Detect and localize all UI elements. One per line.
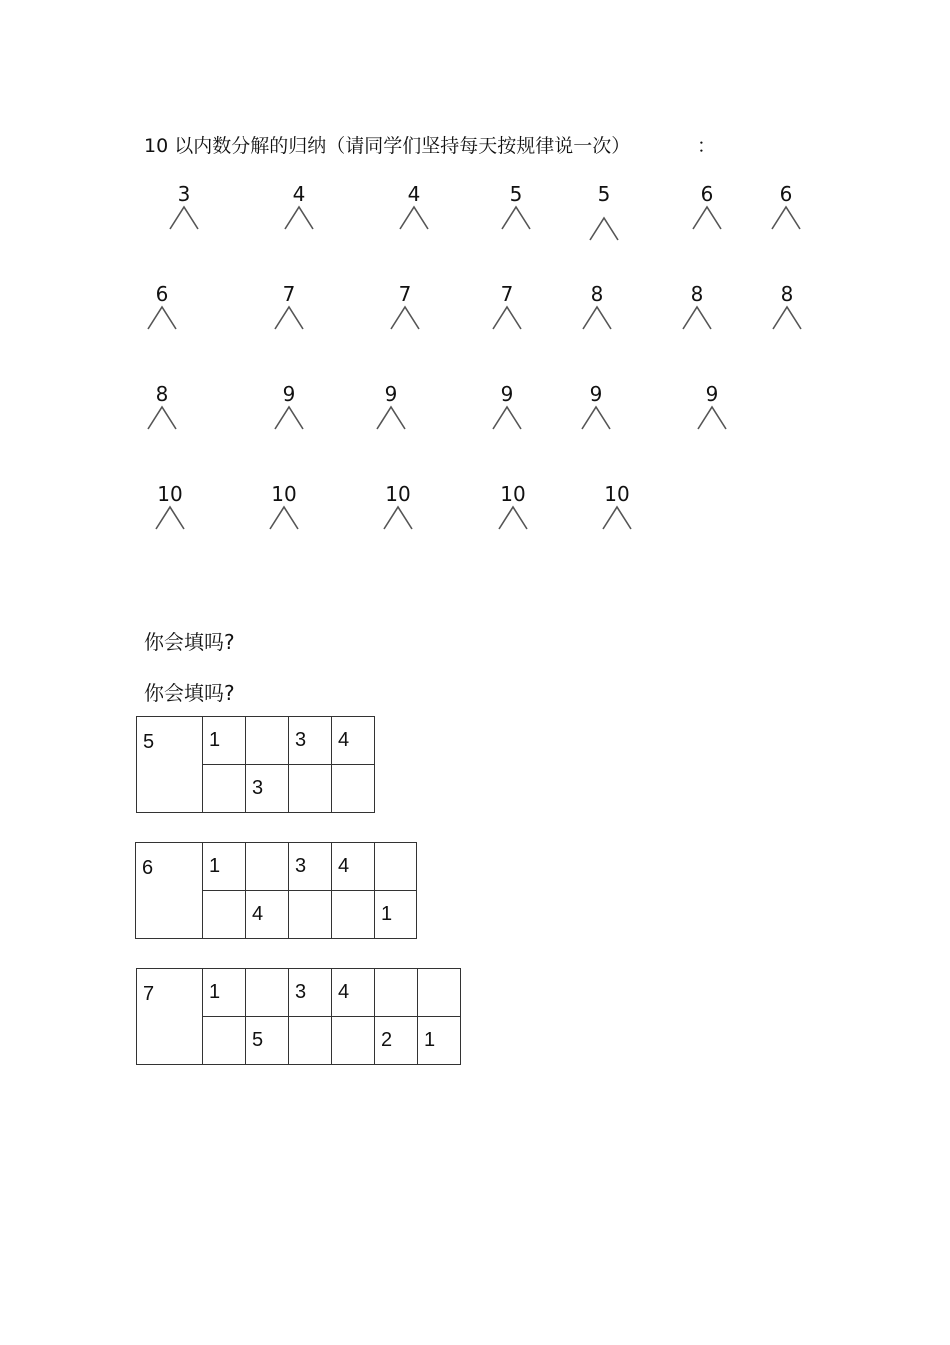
title-colon: ： <box>697 135 717 157</box>
table-cell[interactable] <box>289 891 332 939</box>
table-cell[interactable]: 4 <box>332 717 375 765</box>
branch-icon <box>492 405 522 431</box>
table-cell[interactable] <box>246 717 289 765</box>
number-bond <box>150 483 190 535</box>
branch-icon <box>147 405 177 431</box>
number-bond <box>487 383 527 435</box>
table-cell[interactable] <box>418 969 461 1017</box>
branch-icon <box>376 405 406 431</box>
branch-icon <box>169 205 199 231</box>
number-bond <box>692 383 732 435</box>
branch-icon <box>589 216 619 242</box>
table-cell[interactable] <box>332 891 375 939</box>
number-bond <box>385 283 425 335</box>
bond-total: 9 <box>384 382 398 406</box>
table-cell[interactable]: 3 <box>246 765 289 813</box>
bond-total: 5 <box>597 182 611 206</box>
bond-total: 4 <box>292 182 306 206</box>
branch-icon <box>498 505 528 531</box>
branch-icon <box>501 205 531 231</box>
branch-icon <box>582 305 612 331</box>
branch-icon <box>692 205 722 231</box>
number-bond <box>576 383 616 435</box>
table-cell[interactable]: 3 <box>289 843 332 891</box>
table-cell[interactable]: 1 <box>203 969 246 1017</box>
bond-total: 8 <box>155 382 169 406</box>
table-cell[interactable] <box>203 765 246 813</box>
branch-icon <box>274 405 304 431</box>
table-cell[interactable]: 4 <box>246 891 289 939</box>
bond-total: 6 <box>700 182 714 206</box>
branch-icon <box>492 305 522 331</box>
number-bond <box>496 183 536 235</box>
bond-total: 10 <box>157 482 183 506</box>
branch-icon <box>147 305 177 331</box>
number-bond <box>584 183 624 235</box>
bond-total: 10 <box>385 482 411 506</box>
decomposition-table-6 <box>135 842 417 939</box>
bond-total: 9 <box>282 382 296 406</box>
table-total-cell: 6 <box>136 843 203 939</box>
bond-total: 8 <box>780 282 794 306</box>
number-bond <box>269 383 309 435</box>
bond-total: 8 <box>590 282 604 306</box>
table-cell[interactable]: 1 <box>203 717 246 765</box>
table-cell[interactable] <box>375 843 417 891</box>
table-cell[interactable] <box>289 765 332 813</box>
branch-icon <box>697 405 727 431</box>
branch-icon <box>772 305 802 331</box>
number-bond <box>142 383 182 435</box>
bond-total: 8 <box>690 282 704 306</box>
table-cell[interactable]: 2 <box>375 1017 418 1065</box>
bond-total: 10 <box>500 482 526 506</box>
number-bond <box>371 383 411 435</box>
table-cell[interactable] <box>332 765 375 813</box>
branch-icon <box>390 305 420 331</box>
table-cell[interactable] <box>332 1017 375 1065</box>
number-bond <box>687 183 727 235</box>
table-cell[interactable]: 3 <box>289 717 332 765</box>
bond-total: 7 <box>282 282 296 306</box>
branch-icon <box>284 205 314 231</box>
number-bond <box>577 283 617 335</box>
branch-icon <box>771 205 801 231</box>
table-cell[interactable] <box>375 969 418 1017</box>
table-total-cell: 5 <box>137 717 203 813</box>
number-bond <box>142 283 182 335</box>
bond-total: 9 <box>589 382 603 406</box>
bond-total: 3 <box>177 182 191 206</box>
bond-total: 9 <box>500 382 514 406</box>
table-cell[interactable] <box>246 969 289 1017</box>
table-cell[interactable]: 1 <box>203 843 246 891</box>
table-cell[interactable]: 3 <box>289 969 332 1017</box>
table-cell[interactable]: 4 <box>332 969 375 1017</box>
prompt-1: 你会填吗? <box>144 630 235 654</box>
table-cell[interactable]: 1 <box>418 1017 461 1065</box>
branch-icon <box>383 505 413 531</box>
bond-total: 6 <box>155 282 169 306</box>
branch-icon <box>269 505 299 531</box>
table-cell[interactable]: 4 <box>332 843 375 891</box>
table-cell[interactable]: 5 <box>246 1017 289 1065</box>
number-bond <box>269 283 309 335</box>
table-cell[interactable] <box>246 843 289 891</box>
branch-icon <box>155 505 185 531</box>
number-bond <box>677 283 717 335</box>
branch-icon <box>682 305 712 331</box>
branch-icon <box>274 305 304 331</box>
number-bond <box>378 483 418 535</box>
number-bond <box>394 183 434 235</box>
table-cell[interactable] <box>289 1017 332 1065</box>
bond-total: 7 <box>500 282 514 306</box>
table-cell[interactable] <box>203 1017 246 1065</box>
decomposition-table-7 <box>136 968 461 1065</box>
bond-total: 6 <box>779 182 793 206</box>
number-bond <box>487 283 527 335</box>
branch-icon <box>602 505 632 531</box>
decomposition-table-5 <box>136 716 375 813</box>
branch-icon <box>581 405 611 431</box>
number-bond <box>264 483 304 535</box>
number-bond <box>279 183 319 235</box>
number-bond <box>767 283 807 335</box>
prompt-2: 你会填吗? <box>144 681 235 705</box>
table-cell[interactable] <box>203 891 246 939</box>
number-bond <box>597 483 637 535</box>
number-bond <box>766 183 806 235</box>
bond-total: 10 <box>271 482 297 506</box>
bond-total: 4 <box>407 182 421 206</box>
page-title: 10 以内数分解的归纳（请同学们坚持每天按规律说一次） <box>144 135 631 157</box>
branch-icon <box>399 205 429 231</box>
bond-total: 9 <box>705 382 719 406</box>
table-cell[interactable]: 1 <box>375 891 417 939</box>
number-bond <box>493 483 533 535</box>
bond-total: 7 <box>398 282 412 306</box>
bond-total: 5 <box>509 182 523 206</box>
table-total-cell: 7 <box>137 969 203 1065</box>
number-bond <box>164 183 204 235</box>
bond-total: 10 <box>604 482 630 506</box>
